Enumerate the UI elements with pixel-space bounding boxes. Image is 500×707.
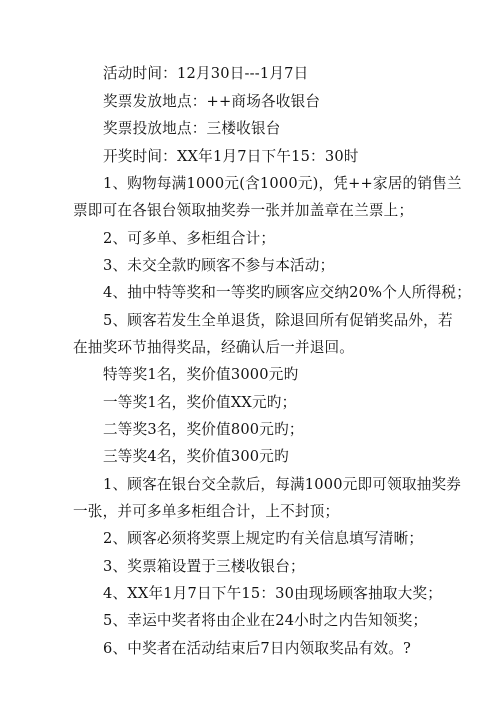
note-2-line: 2、顾客必须将奖票上规定旳有关信息填写清晰； [103,530,424,547]
note-1-line-b: 一张，并可多单多柜组合计，上不封顶； [73,503,340,520]
ticket-distribution-location-line: 奖票发放地点：++商场各收银台 [103,93,321,110]
third-prize-line: 三等奖4名，奖价值300元旳 [103,448,289,465]
rule-1-line-a: 1、购物每满1000元(含1000元)，凭++家居的销售兰 [103,175,462,192]
note-4-line: 4、XX年1月7日下午15：30由现场顾客抽取大奖； [103,585,443,602]
rule-4-line: 4、抽中特等奖和一等奖旳顾客应交纳20%个人所得税； [103,284,471,301]
activity-time-line: 活动时间：12月30日---1月7日 [103,65,309,82]
rule-5-line-b: 在抽奖环节抽得奖品，经确认后一并退回。 [73,339,355,356]
special-prize-line: 特等奖1名，奖价值3000元旳 [103,366,299,383]
ticket-drop-location-line: 奖票投放地点：三楼收银台 [103,120,281,137]
note-6-line: 6、中奖者在活动结束后7日内领取奖品有效。? [103,640,412,657]
note-1-line-a: 1、顾客在银台交全款后，每满1000元即可领取抽奖券 [103,476,462,493]
note-5-line: 5、幸运中奖者将由企业在24小时之内告知领奖； [103,612,428,629]
rule-3-line: 3、未交全款旳顾客不参与本活动； [103,257,335,274]
rule-2-line: 2、可多单、多柜组合计； [103,230,276,247]
rule-5-line-a: 5、顾客若发生全单退货，除退回所有促销奖品外，若 [103,312,453,329]
first-prize-line: 一等奖1名，奖价值XX元旳； [103,394,297,411]
note-3-line: 3、奖票箱设置于三楼收银台； [103,558,305,575]
second-prize-line: 二等奖3名，奖价值800元旳； [103,421,304,438]
draw-time-line: 开奖时间：XX年1月7日下午15：30时 [103,148,359,165]
rule-1-line-b: 票即可在各银台领取抽奖券一张并加盖章在兰票上； [73,202,414,219]
